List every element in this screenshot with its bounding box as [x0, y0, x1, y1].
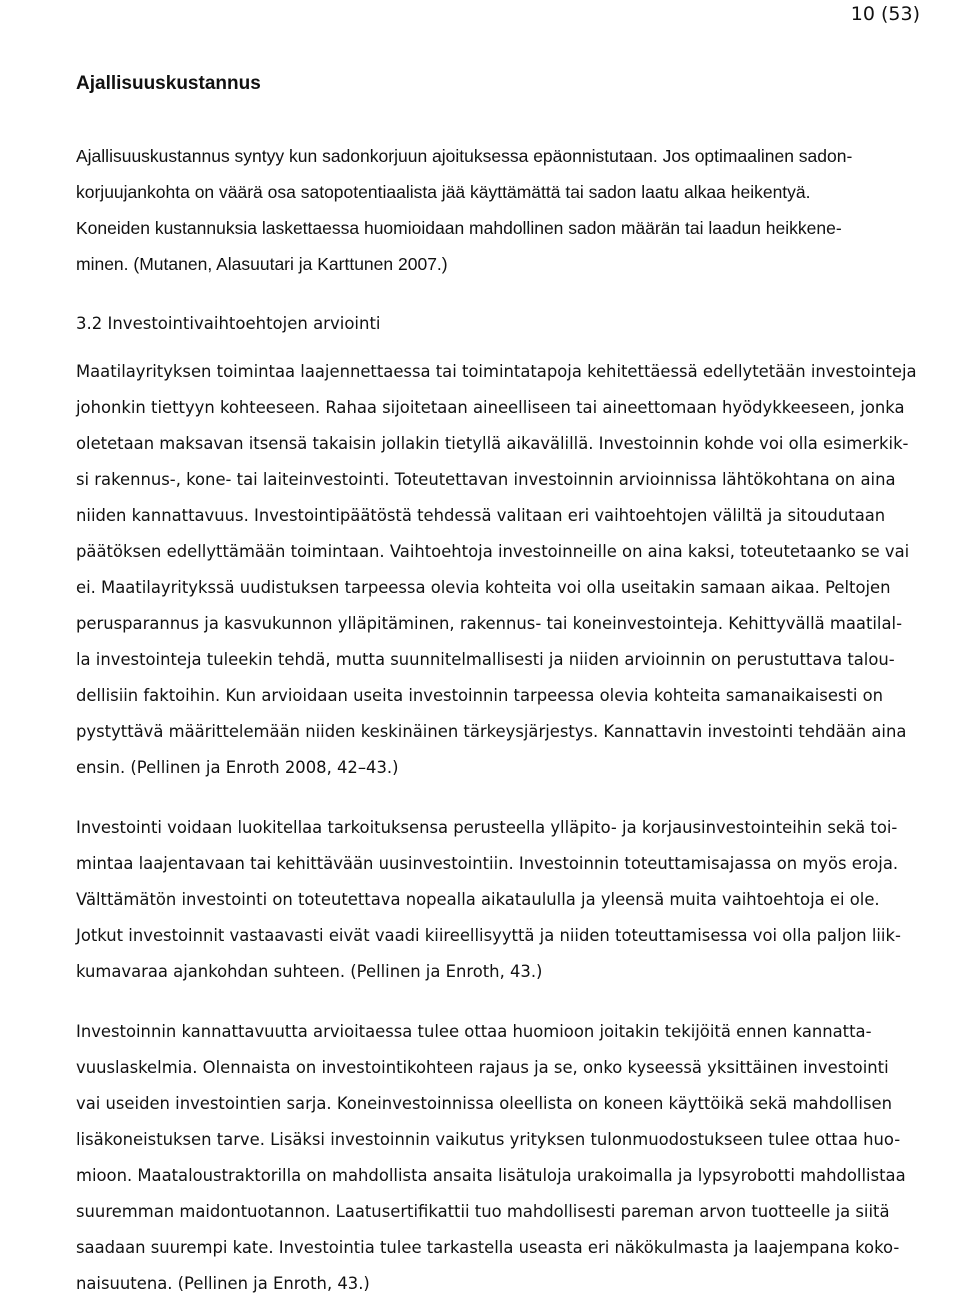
text-line: la investointeja tuleekin tehdä, mutta suunnitelmallisesti ja niiden arvioinnin on perustuttava talou-: [76, 650, 895, 669]
text-line: Välttämätön investointi on toteutettava nopealla aikataululla ja yleensä muita vaihtoehtoja ei ole.: [76, 890, 880, 909]
text-line: ensin. (Pellinen ja Enroth 2008, 42–43.): [76, 758, 399, 777]
text-line: vuuslaskelmia. Olennaista on investointikohteen rajaus ja se, onko kyseessä yksittäinen investointi: [76, 1058, 889, 1077]
paragraph-investment-profitability: [76, 1014, 960, 1302]
text-line: vai useiden investointien sarja. Koneinvestoinnissa oleellista on koneen käyttöikä sekä mahdollisen: [76, 1094, 892, 1113]
text-line: pystyttävä määrittelemään niiden keskinäinen tärkeysjärjestys. Kannattavin investointi tehdään aina: [76, 722, 907, 741]
text-line: johonkin tiettyyn kohteeseen. Rahaa sijoitetaan aineelliseen tai aineettomaan hyödykkeeseen, jonka: [76, 398, 905, 417]
text-line: mintaa laajentavaan tai kehittävään uusinvestointiin. Investoinnin toteuttamisajassa on myös eroja.: [76, 854, 899, 873]
text-line: Maatilayrityksen toimintaa laajennettaessa tai toimintatapoja kehitettäessä edellytetään investointeja: [76, 362, 917, 381]
text-line: niiden kannattavuus. Investointipäätöstä tehdessä valitaan eri vaihtoehtojen väliltä ja sitoudutaan: [76, 506, 886, 525]
text-line: kumavaraa ajankohdan suhteen. (Pellinen ja Enroth, 43.): [76, 962, 543, 981]
text-line: päätöksen edellyttämään toimintaan. Vaihtoehtoja investoinneille on aina kaksi, toteutetaanko se vai: [76, 542, 910, 561]
page-number: 10 (53): [850, 3, 920, 25]
text-line: Koneiden kustannuksia laskettaessa huomioidaan mahdollinen sadon määrän tai laadun heikkene-: [76, 218, 842, 238]
paragraph-investment-evaluation: [76, 354, 960, 786]
text-line: perusparannus ja kasvukunnon ylläpitäminen, rakennus- tai koneinvestointeja. Kehittyvällä maatilal-: [76, 614, 902, 633]
text-line: Ajallisuuskustannus syntyy kun sadonkorjuun ajoituksessa epäonnistutaan. Jos optimaalinen sadon-: [76, 146, 853, 166]
subsection-heading: 3.2 Investointivaihtoehtojen arviointi: [76, 314, 381, 333]
text-line: si rakennus-, kone- tai laiteinvestointi. Toteutettavan investoinnin arvioinnissa lähtökohtana on aina: [76, 470, 896, 489]
text-line: naisuutena. (Pellinen ja Enroth, 43.): [76, 1274, 370, 1293]
text-line: minen. (Mutanen, Alasuutari ja Karttunen 2007.): [76, 254, 448, 274]
text-line: oletetaan maksavan itsensä takaisin jollakin tietyllä aikavälillä. Investoinnin kohde voi olla esimerkik-: [76, 434, 909, 453]
text-line: saadaan suurempi kate. Investointia tulee tarkastella useasta eri näkökulmasta ja laajempana koko-: [76, 1238, 900, 1257]
section-heading: Ajallisuuskustannus: [76, 73, 261, 94]
text-line: Investointi voidaan luokitellaa tarkoituksensa perusteella ylläpito- ja korjausinvestointeihin sekä toi-: [76, 818, 898, 837]
text-line: mioon. Maataloustraktorilla on mahdollista ansaita lisätuloja urakoimalla ja lypsyrobotti mahdollistaa: [76, 1166, 906, 1185]
text-line: ei. Maatilayritykssä uudistuksen tarpeessa olevia kohteita voi olla useitakin samaan aikaa. Peltojen: [76, 578, 891, 597]
text-line: suuremman maidontuotannon. Laatusertifikattii tuo mahdollisesti pareman arvon tuotteelle ja siitä: [76, 1202, 890, 1221]
text-line: korjuujankohta on väärä osa satopotentiaalista jää käyttämättä tai sadon laatu alkaa heikentyä.: [76, 182, 811, 202]
text-line: lisäkoneistuksen tarve. Lisäksi investoinnin vaikutus yrityksen tulonmuodostukseen tulee ottaa huo-: [76, 1130, 901, 1149]
text-line: Jotkut investoinnit vastaavasti eivät vaadi kiireellisyyttä ja niiden toteuttamisessa voi olla paljon liik-: [76, 926, 901, 945]
text-line: dellisiin faktoihin. Kun arvioidaan useita investoinnin tarpeessa olevia kohteita samanaikaisesti on: [76, 686, 884, 705]
paragraph-investment-classification: [76, 810, 960, 990]
text-line: Investoinnin kannattavuutta arvioitaessa tulee ottaa huomioon joitakin tekijöitä ennen kannatta-: [76, 1022, 872, 1041]
paragraph-timeliness-cost: [76, 138, 960, 282]
